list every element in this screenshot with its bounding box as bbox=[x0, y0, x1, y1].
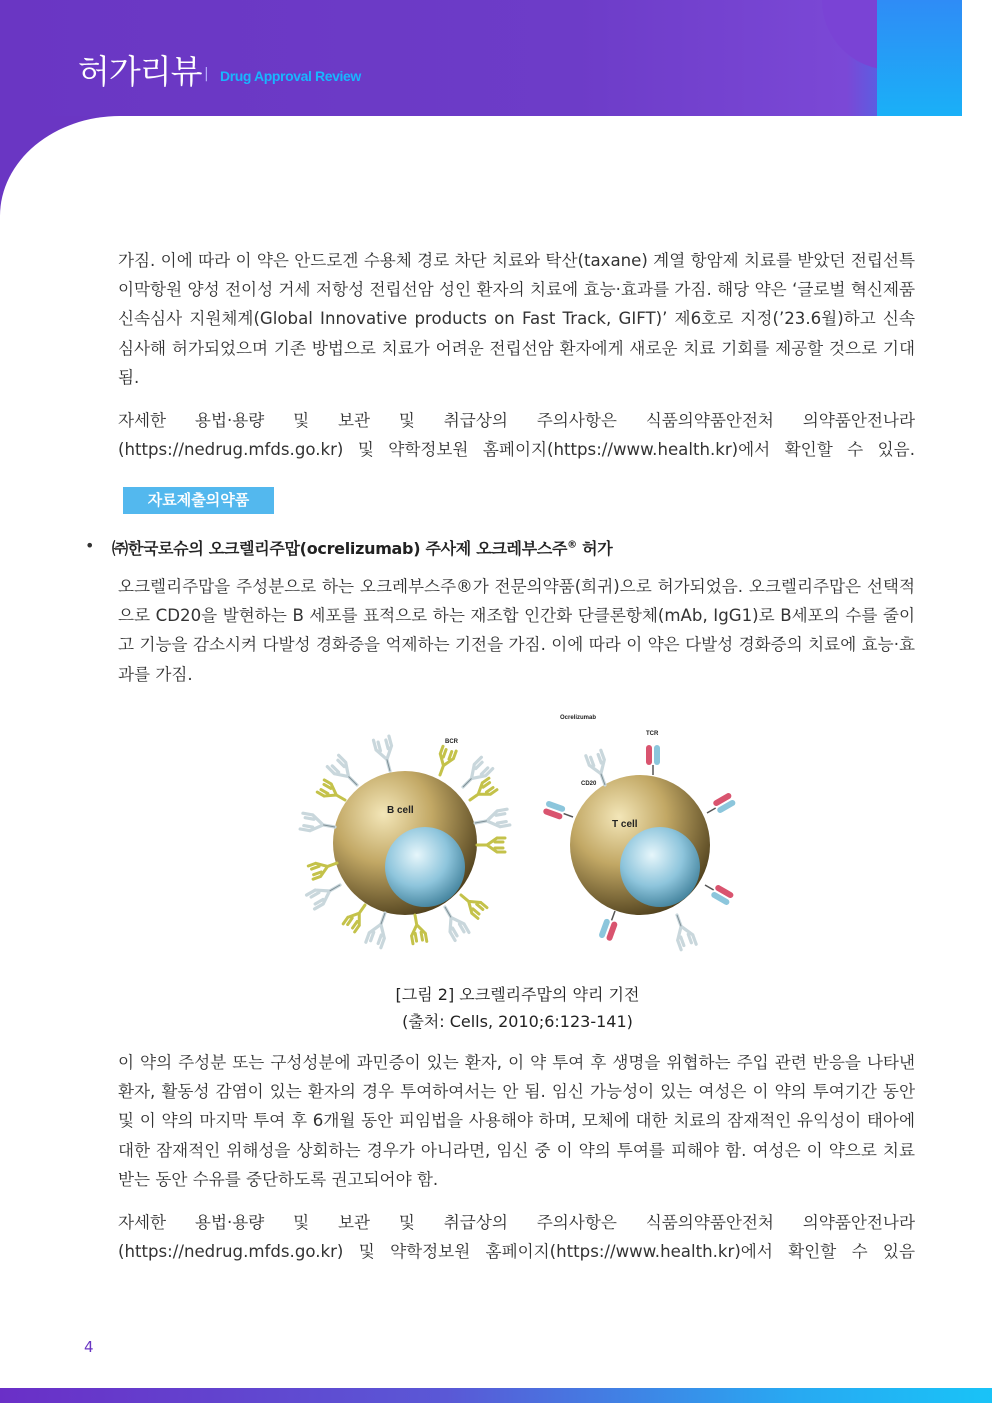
footer-bar bbox=[0, 1388, 992, 1403]
body-paragraph: 오크렐리주맙을 주성분으로 하는 오크레부스주®가 전문의약품(희귀)으로 허가되었음. 오크렐리주맙은 선택적으로 CD20을 발현하는 B 세포를 표적으로 하는 재조합 인간화 단클론항체(mAb, IgG1)로 B세포의 수를 줄이고 기능을 감소시켜 다발성 경화증을 억제하는 기전을 가짐. 이에 따라 이 약은 다발성 경화증의 치료에 효능·효과를 가짐. bbox=[118, 577, 915, 684]
item-title-main: ㈜한국로슈의 오크렐리주맙(ocrelizumab) 주사제 오크레부스주 bbox=[112, 539, 568, 558]
b-cell-label: B cell bbox=[387, 805, 414, 816]
page-subtitle: Drug Approval Review bbox=[220, 68, 361, 84]
tcr-label: TCR bbox=[646, 731, 659, 737]
page-title: 허가리뷰 bbox=[78, 52, 202, 91]
mechanism-figure bbox=[285, 705, 755, 973]
category-tag: 자료제출의약품 bbox=[123, 487, 274, 514]
bullet-icon: • bbox=[85, 536, 95, 555]
cd20-label: CD20 bbox=[581, 781, 597, 787]
item-title bbox=[112, 536, 612, 559]
body-paragraph: 자세한 용법·용량 및 보관 및 취급상의 주의사항은 식품의약품안전처 의약품안전나라(https://nedrug.mfds.go.kr) 및 약학정보원 홈페이지(https://www.health.kr)에서 확인할 수 있음. bbox=[118, 411, 915, 460]
figure-source: (출처: Cells, 2010;6:123-141) bbox=[402, 1012, 633, 1031]
bcr-label: BCR bbox=[445, 739, 458, 745]
b-cell-nucleus bbox=[385, 827, 465, 907]
body-paragraph: 자세한 용법·용량 및 보관 및 취급상의 주의사항은 식품의약품안전처 의약품안전나라(https://nedrug.mfds.go.kr) 및 약학정보원 홈페이지(https://www.health.kr)에서 확인할 수 있음 bbox=[118, 1213, 915, 1262]
item-title-end: 허가 bbox=[576, 539, 613, 558]
header-decor-accent bbox=[877, 0, 962, 116]
b-cell-diagram bbox=[300, 736, 510, 948]
ocrelizumab-label: Ocrelizumab bbox=[560, 715, 597, 721]
figure-caption: [그림 2] 오크렐리주맙의 약리 기전 bbox=[395, 985, 640, 1004]
title-separator: | bbox=[204, 66, 209, 82]
t-cell-nucleus bbox=[620, 827, 700, 907]
t-cell-diagram bbox=[542, 715, 736, 950]
body-paragraph: 이 약의 주성분 또는 구성성분에 과민증이 있는 환자, 이 약 투여 후 생명을 위협하는 주입 관련 반응을 나타낸 환자, 활동성 감염이 있는 환자의 경우 투여하여서는 안 됨. 임신 가능성이 있는 여성은 이 약의 투여기간 동안 및 이 약의 마지막 투여 후 6개월 동안 피임법을 사용해야 하며, 모체에 대한 치료의 잠재적인 유익성이 태아에 대한 잠재적인 위해성을 상회하는 경우가 아니라면, 임신 중 이 약의 투여를 피해야 함. 여성은 이 약으로 치료받는 동안 수유를 중단하도록 권고되어야 함. bbox=[118, 1053, 915, 1189]
body-paragraph: 가짐. 이에 따라 이 약은 안드로겐 수용체 경로 차단 치료와 탁산(taxane) 계열 항암제 치료를 받았던 전립선특이막항원 양성 전이성 거세 저항성 전립선암 성인 환자의 치료에 효능·효과를 가짐. 해당 약은 ‘글로벌 혁신제품 신속심사 지원체계(Global Innovative products on Fast Track, GIFT)’ 제6호로 지정(’23.6월)하고 신속 심사해 허가되었으며 기존 방법으로 치료가 어려운 전립선암 환자에게 새로운 치료 기회를 제공할 것으로 기대됨. bbox=[118, 251, 915, 387]
registered-mark: ® bbox=[567, 539, 577, 551]
page-number: 4 bbox=[84, 1338, 94, 1356]
t-cell-label: T cell bbox=[612, 819, 638, 830]
